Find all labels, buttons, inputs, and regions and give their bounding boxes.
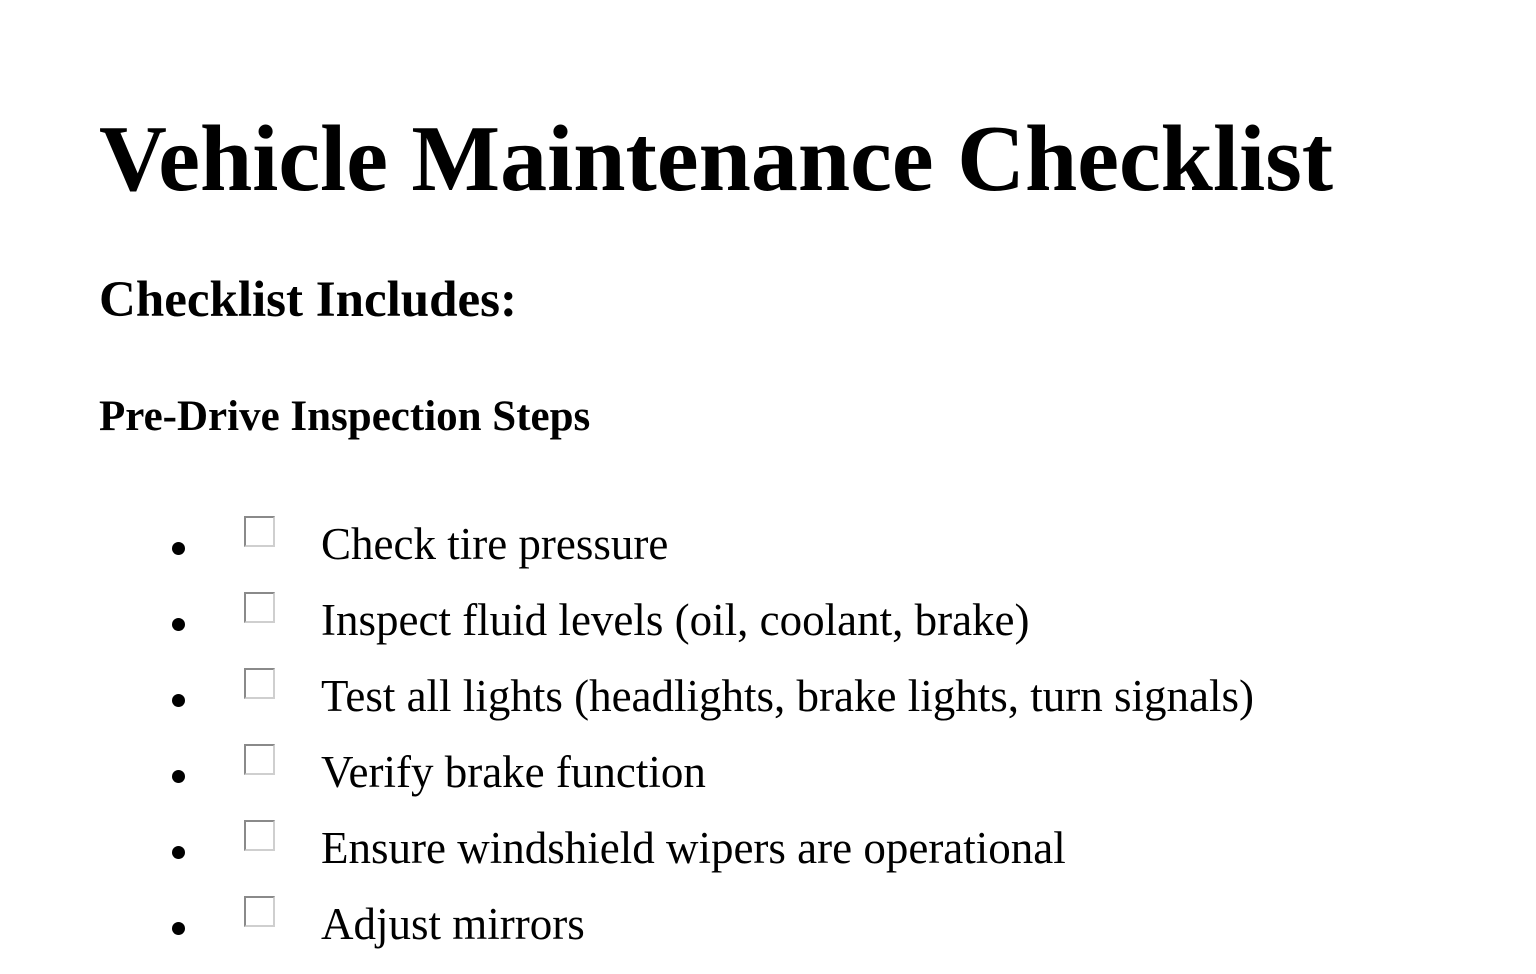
checkbox[interactable] <box>244 896 275 927</box>
checklist-item-label: Check tire pressure <box>321 519 669 569</box>
checkbox[interactable] <box>244 668 275 699</box>
checklist-item-label: Inspect fluid levels (oil, coolant, brake) <box>321 595 1030 645</box>
checkbox[interactable] <box>244 820 275 851</box>
bullet-icon <box>172 922 185 935</box>
section-heading: Pre-Drive Inspection Steps <box>99 393 591 440</box>
checklist-item-label: Test all lights (headlights, brake lights, turn signals) <box>321 671 1254 721</box>
bullet-icon <box>172 542 185 555</box>
page-title: Vehicle Maintenance Checklist <box>99 107 1334 211</box>
checklist-item <box>0 892 1536 968</box>
checklist-item <box>0 512 1536 588</box>
checkbox[interactable] <box>244 516 275 547</box>
checklist-heading: Checklist Includes: <box>99 272 517 328</box>
inspection-checklist <box>0 512 1536 968</box>
checklist-item-label: Ensure windshield wipers are operational <box>321 823 1066 873</box>
bullet-icon <box>172 694 185 707</box>
checklist-item-label: Adjust mirrors <box>321 899 585 949</box>
checklist-item <box>0 588 1536 664</box>
bullet-icon <box>172 770 185 783</box>
checklist-item <box>0 816 1536 892</box>
checkbox[interactable] <box>244 592 275 623</box>
checklist-item <box>0 740 1536 816</box>
checklist-item-label: Verify brake function <box>321 747 706 797</box>
bullet-icon <box>172 846 185 859</box>
bullet-icon <box>172 618 185 631</box>
checklist-item <box>0 664 1536 740</box>
checkbox[interactable] <box>244 744 275 775</box>
